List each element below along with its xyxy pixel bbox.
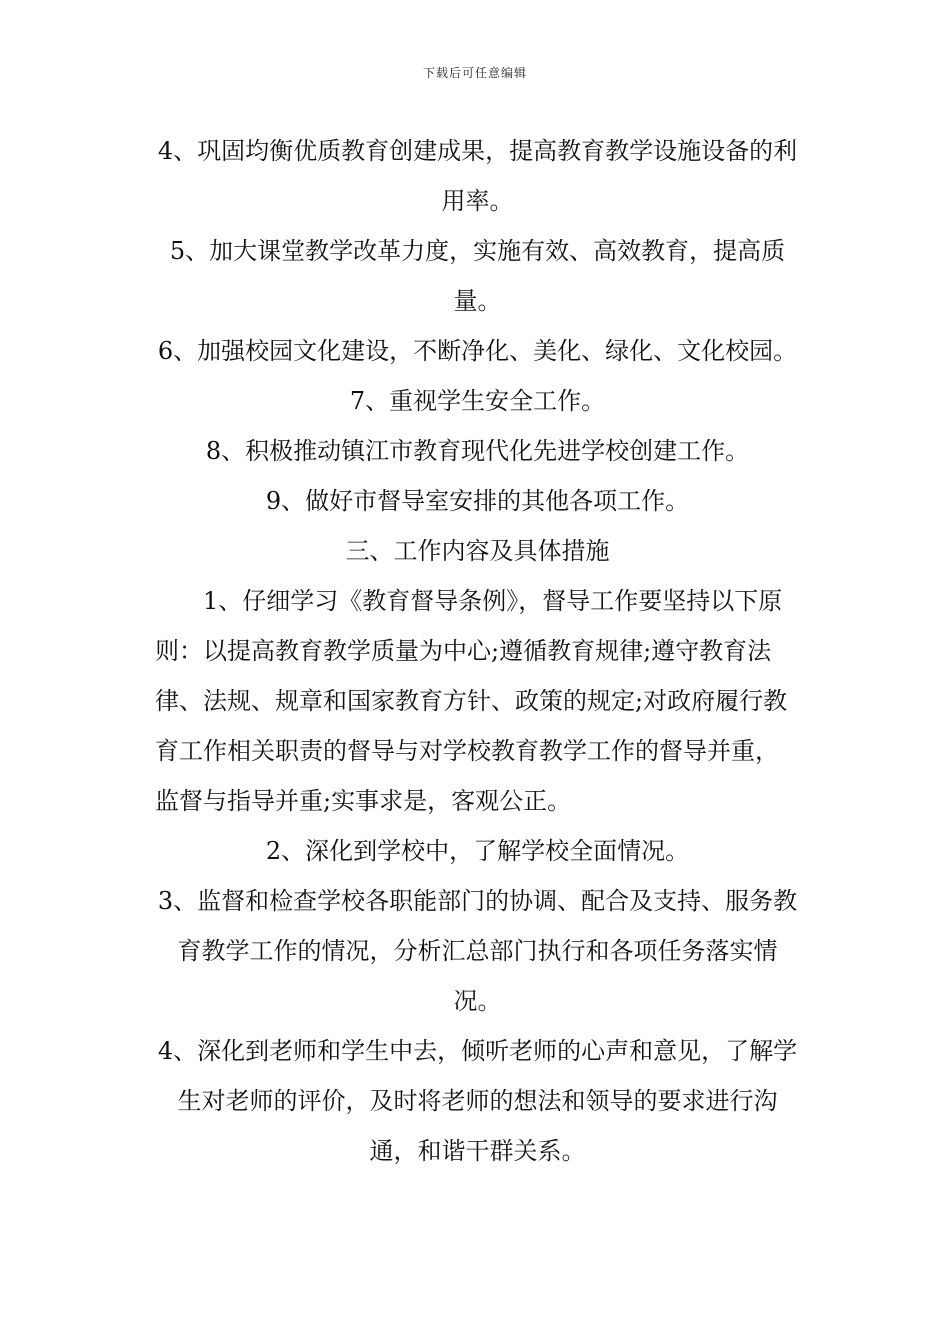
document-body: [155, 126, 800, 1176]
measure-item-2: 2、深化到学校中，了解学校全面情况。: [265, 837, 690, 865]
measure-item-4: 4、深化到老师和学生中去，倾听老师的心声和意见，了解学生对老师的评价，及时将老师的想法和领导的要求进行沟通，和谐干群关系。: [157, 1037, 798, 1165]
paragraph-item-5: 5、加大课堂教学改革力度，实施有效、高效教育，提高质量。: [169, 237, 786, 315]
paragraph-item-9: 9、做好市督导室安排的其他各项工作。: [265, 487, 690, 515]
measure-item-1: 1、仔细学习《教育督导条例》，督导工作要坚持以下原则：以提高教育教学质量为中心;遵循教育规律;遵守教育法律、法规、规章和国家教育方针、政策的规定;对政府履行教育工作相关职责的督导与对学校教育教学工作的督导并重，监督与指导并重;实事求是，客观公正。: [155, 587, 788, 815]
section-heading: 三、工作内容及具体措施: [345, 537, 610, 565]
paragraph-item-4: 4、巩固均衡优质教育创建成果，提高教育教学设施设备的利用率。: [157, 137, 798, 215]
header-note: 下载后可任意编辑: [422, 66, 527, 80]
measure-item-3: 3、监督和检查学校各职能部门的协调、配合及支持、服务教育教学工作的情况，分析汇总部门执行和各项任务落实情况。: [157, 887, 798, 1015]
paragraph-item-7: 7、重视学生安全工作。: [349, 387, 606, 415]
paragraph-item-6: 6、加强校园文化建设，不断净化、美化、绿化、文化校园。: [157, 337, 798, 365]
paragraph-item-8: 8、积极推动镇江市教育现代化先进学校创建工作。: [205, 437, 750, 465]
